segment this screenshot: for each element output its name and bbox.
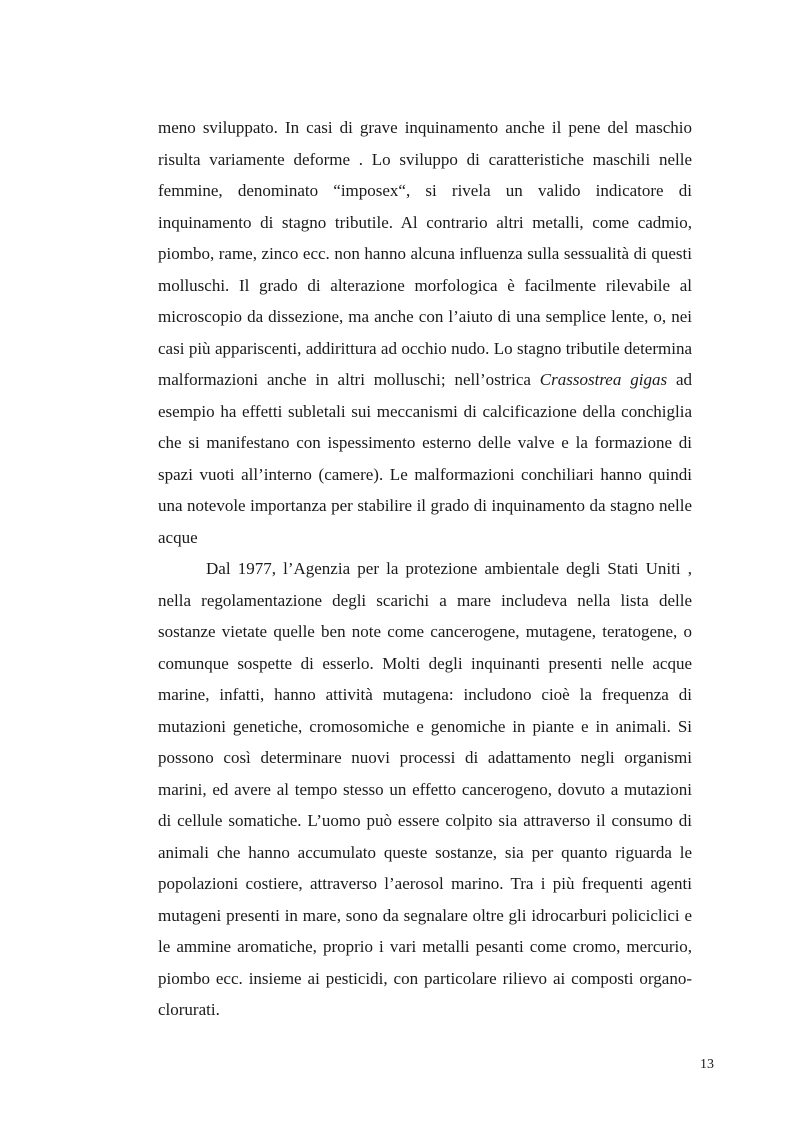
paragraph-imposex-part1: meno sviluppato. In casi di grave inquinamento anche il pene del maschio risulta variamente deforme . Lo sviluppo di caratteristiche maschili nelle femmine, denominato “imposex“, si rivela un valido indicatore di inquinamento di stagno tributile. Al contrario altri metalli, come cadmio, piombo, rame, zinco ecc. non hanno alcuna influenza sulla sessualità di questi molluschi. Il grado di alterazione morfologica è facilmente rilevabile al microscopio da dissezione, ma anche con l’aiuto di una semplice lente, o, nei casi più appariscenti, addirittura ad occhio nudo. Lo stagno tributile determina malformazioni anche in altri molluschi; nell’ostrica [158,118,692,389]
page-number: 13 [700,1057,714,1072]
paragraph-imposex [158,112,692,553]
paragraph-imposex-part2: ad esempio ha effetti subletali sui meccanismi di calcificazione della conchiglia che si manifestano con ispessimento esterno delle valve e la formazione di spazi vuoti all’interno (camere). Le malformazioni conchiliari hanno quindi una notevole importanza per stabilire il grado di inquinamento da stagno nelle acque [158,370,692,547]
species-name-crassostrea: Crassostrea gigas [539,370,668,389]
paragraph-mutagens: Dal 1977, l’Agenzia per la protezione ambientale degli Stati Uniti , nella regolamentazione degli scarichi a mare includeva nella lista delle sostanze vietate quelle ben note come cancerogene, mutagene, teratogene, o comunque sospette di esserlo. Molti degli inquinanti presenti nelle acque marine, infatti, hanno attività mutagena: includono cioè la frequenza di mutazioni genetiche, cromosomiche e genomiche in piante e in animali. Si possono così determinare nuovi processi di adattamento negli organismi marini, ed avere al tempo stesso un effetto cancerogeno, dovuto a mutazioni di cellule somatiche. L’uomo può essere colpito sia attraverso il consumo di animali che hanno accumulato queste sostanze, sia per quanto riguarda le popolazioni costiere, attraverso l’aerosol marino. Tra i più frequenti agenti mutageni presenti in mare, sono da segnalare oltre gli idrocarburi policiclici e le ammine aromatiche, proprio i vari metalli pesanti come cromo, mercurio, piombo ecc. insieme ai pesticidi, con particolare rilievo ai composti organo-clorurati. [158,559,692,1019]
body-text [158,112,692,1026]
